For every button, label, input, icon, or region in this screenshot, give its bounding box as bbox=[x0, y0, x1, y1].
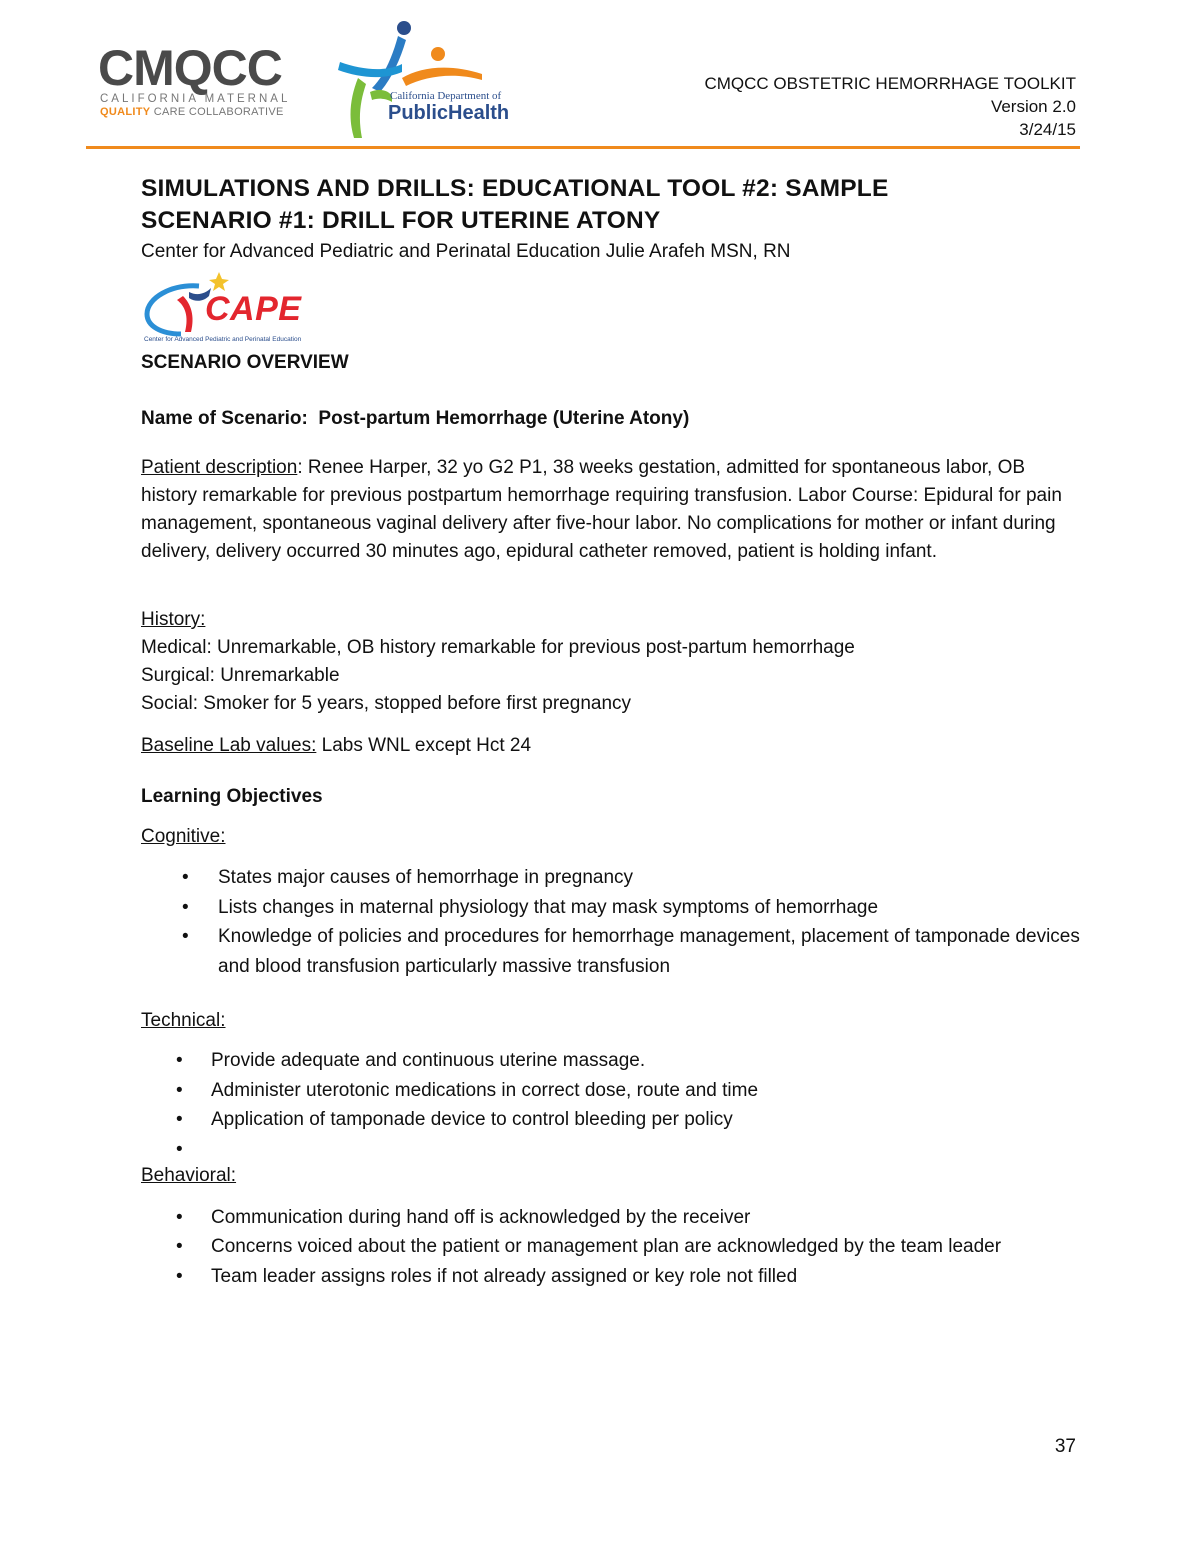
behavioral-label: Behavioral: bbox=[141, 1165, 237, 1186]
version-label: Version 2.0 bbox=[990, 97, 1076, 116]
list-item: • Team leader assigns roles if not already assigned or key role not filled bbox=[174, 1262, 1074, 1292]
cdph-logo bbox=[332, 18, 532, 144]
cape-logo-wordmark: CAPE bbox=[205, 290, 302, 328]
scenario-overview-heading: SCENARIO OVERVIEW bbox=[141, 352, 349, 373]
list-item: • Application of tamponade device to control bleeding per policy bbox=[174, 1105, 1074, 1135]
bullet-icon: • bbox=[176, 1138, 183, 1160]
header-info bbox=[704, 72, 1076, 141]
cdph-logo-figures-icon bbox=[332, 18, 532, 144]
history-social: Social: Smoker for 5 years, stopped before first pregnancy bbox=[141, 693, 632, 714]
bullet-icon: • bbox=[176, 1079, 183, 1101]
scenario-name-value: Post-partum Hemorrhage (Uterine Atony) bbox=[318, 408, 690, 429]
history-label: History: bbox=[141, 609, 206, 630]
cmqcc-logo bbox=[98, 40, 298, 120]
patient-description-label: Patient description bbox=[141, 457, 298, 478]
authors-line: Center for Advanced Pediatric and Perinatal Education Julie Arafeh MSN, RN bbox=[141, 241, 791, 262]
baseline-labs bbox=[141, 732, 531, 760]
page-title bbox=[141, 173, 889, 237]
bullet-icon: • bbox=[176, 1050, 183, 1071]
cdph-logo-line2: PublicHealth bbox=[388, 102, 510, 124]
cmqcc-logo-line1: CALIFORNIA MATERNAL bbox=[100, 93, 291, 105]
bullet-icon: • bbox=[176, 1235, 183, 1257]
bullet-icon: • bbox=[182, 926, 189, 947]
history-medical: Medical: Unremarkable, OB history remarkable for previous post-partum hemorrhage bbox=[141, 637, 855, 658]
technical-list bbox=[174, 1046, 1074, 1159]
scenario-name-label: Name of Scenario bbox=[141, 408, 302, 429]
baseline-labs-value: Labs WNL except Hct 24 bbox=[316, 735, 532, 756]
history-surgical: Surgical: Unremarkable bbox=[141, 665, 340, 686]
toolkit-title: CMQCC OBSTETRIC HEMORRHAGE TOOLKIT bbox=[704, 74, 1076, 93]
cognitive-label: Cognitive: bbox=[141, 826, 226, 847]
header-divider bbox=[86, 146, 1080, 149]
cape-logo bbox=[141, 266, 321, 348]
technical-label: Technical: bbox=[141, 1010, 226, 1031]
behavioral-list bbox=[174, 1203, 1074, 1292]
patient-description-text: : Renee Harper, 32 yo G2 P1, 38 weeks gestation, admitted for spontaneous labor, OB history remarkable for previous postpartum hemorrhage requiring transfusion. Labor Course: Epidural for pain management, spontaneous vaginal delivery after five-hour labor. No complications for mother or infant during delivery, delivery occurred 30 minutes ago, epidural catheter removed, patient is holding infant. bbox=[141, 457, 1062, 562]
cape-logo-tagline: Center for Advanced Pediatric and Perinatal Education bbox=[144, 336, 302, 343]
cmqcc-logo-line2: QUALITY CARE COLLABORATIVE bbox=[100, 106, 284, 118]
page-number: 37 bbox=[1054, 1436, 1076, 1457]
baseline-labs-label: Baseline Lab values: bbox=[141, 735, 317, 756]
list-item: • Communication during hand off is acknowledged by the receiver bbox=[174, 1203, 1074, 1233]
list-item: • States major causes of hemorrhage in pregnancy bbox=[180, 863, 1080, 893]
list-item: • Concerns voiced about the patient or management plan are acknowledged by the team leader bbox=[174, 1233, 1074, 1263]
bullet-icon: • bbox=[176, 1207, 183, 1228]
cmqcc-logo-wordmark: CMQCC bbox=[98, 40, 282, 96]
patient-description bbox=[141, 454, 1081, 566]
bullet-icon: • bbox=[182, 896, 189, 918]
scenario-name-line: Name of Scenario: Post-partum Hemorrhage (Uterine Atony) bbox=[141, 408, 690, 429]
learning-objectives-heading: Learning Objectives bbox=[141, 786, 323, 807]
list-item: • Lists changes in maternal physiology that may mask symptoms of hemorrhage bbox=[180, 893, 1080, 923]
list-item bbox=[174, 1135, 1074, 1159]
page-title-line1: SIMULATIONS AND DRILLS: EDUCATIONAL TOOL #2: SAMPLE bbox=[141, 175, 889, 202]
bullet-icon: • bbox=[182, 867, 189, 888]
history-block bbox=[141, 606, 855, 718]
bullet-icon: • bbox=[176, 1266, 183, 1287]
bullet-icon: • bbox=[176, 1109, 183, 1130]
list-item: • Administer uterotonic medications in correct dose, route and time bbox=[174, 1076, 1074, 1106]
cognitive-list bbox=[180, 863, 1080, 981]
list-item: • Knowledge of policies and procedures for hemorrhage management, placement of tamponade devices and blood transfusion particularly massive transfusion bbox=[180, 922, 1080, 981]
date-label: 3/24/15 bbox=[1019, 120, 1076, 139]
cdph-logo-line1: California Department of bbox=[390, 90, 502, 102]
list-item: • Provide adequate and continuous uterine massage. bbox=[174, 1046, 1074, 1076]
page-title-line2: SCENARIO #1: DRILL FOR UTERINE ATONY bbox=[141, 207, 661, 234]
